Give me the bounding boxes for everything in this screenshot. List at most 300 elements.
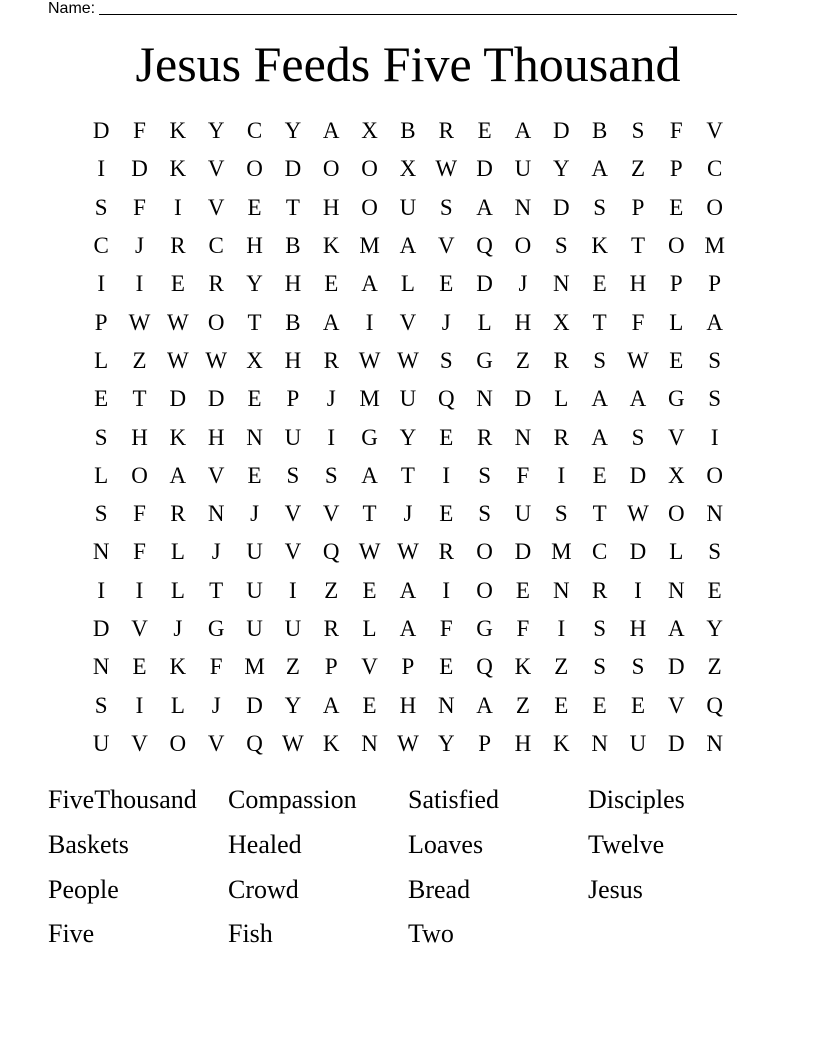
grid-letter: H — [246, 233, 263, 259]
grid-letter: U — [246, 616, 263, 641]
grid-letter: Z — [285, 654, 300, 680]
grid-letter: W — [282, 730, 304, 756]
grid-letter: N — [591, 730, 608, 756]
grid-row — [82, 610, 734, 648]
grid-letter: R — [438, 118, 454, 144]
grid-letter: N — [514, 424, 532, 450]
grid-letter: I — [135, 577, 144, 603]
word-bank-item: Baskets — [48, 830, 129, 860]
grid-letter: U — [629, 730, 647, 756]
word-bank-item: Satisfied — [408, 785, 499, 815]
grid-letter: M — [551, 539, 572, 565]
grid-letter: E — [132, 654, 147, 680]
grid-letter: U — [92, 730, 110, 756]
grid-letter: K — [169, 156, 187, 182]
grid-letter: D — [629, 539, 647, 565]
grid-letter: Y — [552, 156, 570, 182]
grid-letter: O — [361, 156, 378, 182]
grid-row — [82, 342, 734, 380]
grid-letter: W — [358, 347, 381, 373]
grid-letter: W — [397, 347, 419, 373]
grid-letter: P — [286, 386, 300, 412]
grid-letter: F — [209, 654, 223, 680]
grid-letter: I — [289, 577, 297, 603]
grid-letter: T — [630, 233, 646, 259]
grid-letter: I — [135, 271, 144, 297]
grid-letter: F — [516, 616, 530, 641]
grid-letter: E — [707, 577, 722, 603]
grid-letter: V — [207, 730, 225, 756]
grid-letter: E — [439, 424, 454, 450]
grid-row — [82, 648, 734, 686]
grid-letter: W — [397, 730, 419, 756]
grid-letter: H — [399, 692, 417, 718]
grid-letter: K — [169, 118, 187, 144]
grid-letter: D — [476, 271, 493, 297]
grid-letter: N — [207, 501, 225, 527]
grid-letter: F — [631, 309, 645, 335]
grid-letter: Y — [284, 692, 302, 718]
grid-letter: S — [94, 424, 108, 450]
grid-letter: V — [207, 462, 225, 488]
grid-letter: G — [207, 616, 225, 641]
grid-letter: A — [629, 386, 647, 412]
grid-row — [82, 533, 734, 571]
word-bank-item: Healed — [228, 830, 302, 860]
word-bank-item: Fish — [228, 919, 273, 949]
grid-letter: J — [441, 309, 451, 335]
grid-letter: G — [476, 347, 493, 373]
grid-letter: J — [211, 539, 221, 565]
grid-letter: E — [94, 386, 109, 412]
grid-letter: R — [208, 271, 224, 297]
grid-letter: O — [668, 501, 685, 527]
grid-row — [82, 725, 734, 763]
grid-letter: L — [669, 309, 684, 335]
grid-letter: X — [399, 156, 417, 182]
grid-letter: A — [322, 309, 340, 335]
grid-letter: A — [476, 692, 493, 718]
grid-letter: Y — [284, 118, 302, 144]
grid-letter: W — [627, 501, 649, 527]
grid-row — [82, 303, 734, 341]
grid-letter: I — [97, 577, 105, 603]
word-bank-row — [48, 778, 768, 823]
grid-letter: O — [706, 194, 723, 220]
grid-letter: P — [401, 654, 415, 680]
grid-letter: D — [131, 156, 148, 182]
grid-letter: S — [593, 347, 607, 373]
grid-letter: G — [476, 616, 493, 641]
grid-letter: F — [516, 462, 530, 488]
grid-letter: V — [322, 501, 340, 527]
grid-letter: E — [324, 271, 339, 297]
grid-letter: U — [246, 577, 263, 603]
grid-letter: R — [323, 616, 339, 641]
grid-letter: O — [322, 156, 340, 182]
grid-letter: F — [133, 539, 146, 565]
grid-letter: D — [552, 194, 570, 220]
grid-letter: W — [167, 309, 189, 335]
grid-letter: X — [361, 118, 378, 144]
grid-letter: S — [439, 347, 453, 373]
grid-letter: N — [246, 424, 263, 450]
grid-letter: O — [514, 233, 532, 259]
grid-letter: I — [135, 692, 144, 718]
grid-letter: V — [437, 233, 455, 259]
grid-letter: I — [557, 462, 566, 488]
grid-letter: A — [668, 616, 685, 641]
grid-letter: P — [94, 309, 108, 335]
grid-letter: V — [399, 309, 417, 335]
grid-letter: N — [706, 730, 723, 756]
grid-letter: P — [669, 156, 683, 182]
page-title: Jesus Feeds Five Thousand — [135, 36, 681, 92]
grid-letter: L — [170, 577, 185, 603]
grid-letter: P — [669, 271, 683, 297]
grid-letter: E — [362, 692, 377, 718]
grid-letter: K — [169, 424, 187, 450]
grid-letter: V — [668, 692, 685, 718]
grid-letter: O — [361, 194, 378, 220]
grid-letter: R — [476, 424, 493, 450]
grid-letter: E — [554, 692, 569, 718]
grid-letter: N — [476, 386, 493, 412]
grid-letter: N — [92, 654, 110, 680]
grid-letter: H — [284, 347, 302, 373]
grid-letter: N — [437, 692, 455, 718]
grid-letter: N — [706, 501, 723, 527]
grid-letter: G — [361, 424, 378, 450]
grid-letter: W — [435, 156, 458, 182]
grid-letter: H — [131, 424, 148, 450]
grid-letter: N — [361, 730, 378, 756]
word-bank-item: Loaves — [408, 830, 484, 860]
grid-letter: A — [399, 616, 417, 641]
grid-letter: I — [97, 271, 105, 297]
grid-letter: H — [322, 194, 340, 220]
grid-letter: V — [131, 730, 148, 756]
grid-letter: N — [668, 577, 685, 603]
grid-letter: D — [668, 654, 685, 680]
grid-letter: L — [554, 386, 569, 412]
grid-letter: W — [358, 539, 381, 565]
grid-letter: D — [284, 156, 302, 182]
grid-letter: H — [629, 271, 647, 297]
grid-letter: W — [627, 347, 649, 373]
grid-letter: A — [322, 118, 340, 144]
word-bank-item: FiveThousand — [48, 785, 197, 815]
grid-letter: R — [170, 233, 186, 259]
name-label: Name: — [48, 0, 96, 17]
grid-letter: Z — [324, 577, 339, 603]
grid-letter: P — [631, 194, 645, 220]
grid-letter: D — [92, 616, 110, 641]
grid-letter: C — [93, 233, 109, 259]
grid-letter: N — [514, 194, 532, 220]
grid-letter: I — [710, 424, 719, 450]
word-bank-item: Twelve — [588, 830, 665, 860]
grid-letter: V — [668, 424, 685, 450]
grid-letter: E — [630, 692, 646, 718]
grid-letter: K — [591, 233, 608, 259]
grid-letter: S — [94, 501, 108, 527]
grid-letter: O — [668, 233, 685, 259]
word-bank-item: Two — [408, 919, 454, 949]
grid-row — [82, 265, 734, 303]
grid-letter: Y — [399, 424, 417, 450]
grid-letter: V — [131, 616, 148, 641]
grid-letter: O — [476, 539, 493, 565]
grid-letter: S — [593, 654, 607, 680]
grid-letter: O — [476, 577, 493, 603]
grid-letter: A — [361, 462, 378, 488]
grid-letter: D — [514, 539, 532, 565]
grid-letter: D — [552, 118, 570, 144]
grid-letter: U — [246, 539, 263, 565]
grid-letter: W — [397, 539, 419, 565]
grid-letter: Q — [322, 539, 340, 565]
grid-letter: E — [439, 654, 454, 680]
grid-letter: V — [207, 194, 225, 220]
word-bank-item: Compassion — [228, 785, 357, 815]
grid-letter: I — [442, 577, 451, 603]
grid-letter: E — [592, 692, 607, 718]
grid-letter: W — [167, 347, 189, 373]
grid-letter: Y — [706, 616, 723, 641]
grid-letter: Z — [515, 347, 530, 373]
grid-letter: L — [669, 539, 684, 565]
grid-letter: T — [592, 501, 607, 527]
grid-letter: T — [592, 309, 607, 335]
grid-letter: A — [169, 462, 187, 488]
name-blank-line — [99, 0, 737, 15]
grid-letter: U — [514, 501, 532, 527]
grid-letter: K — [514, 654, 532, 680]
grid-letter: A — [706, 309, 723, 335]
grid-letter: A — [399, 577, 417, 603]
grid-row — [82, 227, 734, 265]
grid-letter: J — [173, 616, 183, 641]
grid-letter: J — [518, 271, 528, 297]
grid-letter: P — [708, 271, 722, 297]
grid-letter: E — [247, 194, 262, 220]
grid-letter: S — [593, 616, 607, 641]
grid-letter: M — [704, 233, 725, 259]
grid-letter: I — [557, 616, 566, 641]
grid-letter: L — [170, 692, 185, 718]
grid-row — [82, 457, 734, 495]
grid-letter: C — [208, 233, 224, 259]
grid-letter: Q — [476, 233, 493, 259]
grid-letter: J — [326, 386, 336, 412]
grid-letter: P — [324, 654, 338, 680]
grid-letter: G — [668, 386, 685, 412]
grid-letter: T — [285, 194, 300, 220]
grid-letter: L — [94, 462, 109, 488]
grid-letter: F — [669, 118, 683, 144]
grid-letter: A — [591, 386, 608, 412]
word-bank — [48, 778, 768, 957]
grid-letter: O — [131, 462, 148, 488]
grid-letter: D — [629, 462, 647, 488]
grid-letter: T — [362, 501, 377, 527]
grid-row — [82, 112, 734, 150]
grid-letter: Q — [437, 386, 455, 412]
grid-row — [82, 380, 734, 418]
grid-letter: N — [552, 577, 570, 603]
grid-letter: N — [92, 539, 110, 565]
grid-letter: V — [706, 118, 723, 144]
grid-letter: S — [631, 118, 645, 144]
grid-row — [82, 495, 734, 533]
grid-letter: E — [592, 271, 607, 297]
grid-letter: F — [133, 118, 146, 144]
grid-letter: O — [207, 309, 225, 335]
word-bank-item: Crowd — [228, 874, 299, 904]
grid-letter: U — [399, 386, 417, 412]
grid-letter: O — [246, 156, 263, 182]
grid-letter: T — [132, 386, 147, 412]
grid-row — [82, 572, 734, 610]
grid-letter: D — [514, 386, 532, 412]
grid-letter: Q — [246, 730, 263, 756]
grid-letter: S — [631, 654, 645, 680]
grid-letter: U — [284, 424, 302, 450]
grid-letter: T — [247, 309, 262, 335]
grid-letter: R — [553, 347, 569, 373]
grid-letter: A — [591, 424, 608, 450]
word-bank-item: Five — [48, 919, 95, 949]
grid-row — [82, 150, 734, 188]
grid-row — [82, 189, 734, 227]
grid-letter: R — [553, 424, 569, 450]
grid-letter: V — [207, 156, 225, 182]
grid-letter: U — [399, 194, 417, 220]
grid-letter: J — [135, 233, 144, 259]
letter-grid — [82, 112, 734, 763]
grid-letter: S — [593, 194, 607, 220]
grid-letter: D — [246, 692, 263, 718]
grid-letter: S — [478, 501, 491, 527]
grid-letter: U — [284, 616, 302, 641]
grid-letter: I — [365, 309, 374, 335]
grid-letter: Y — [207, 118, 225, 144]
grid-letter: S — [94, 692, 108, 718]
name-field — [48, 0, 737, 18]
grid-letter: S — [324, 462, 338, 488]
grid-letter: X — [246, 347, 263, 373]
grid-letter: J — [403, 501, 413, 527]
grid-letter: H — [514, 730, 532, 756]
grid-row — [82, 686, 734, 724]
grid-letter: C — [246, 118, 263, 144]
grid-letter: D — [668, 730, 685, 756]
grid-letter: Y — [437, 730, 455, 756]
grid-letter: S — [478, 462, 491, 488]
grid-letter: S — [439, 194, 453, 220]
grid-letter: O — [169, 730, 187, 756]
grid-letter: I — [97, 156, 105, 182]
grid-letter: S — [554, 233, 568, 259]
word-bank-item: Disciples — [588, 785, 685, 815]
grid-letter: S — [708, 347, 722, 373]
grid-letter: S — [286, 462, 300, 488]
grid-letter: E — [247, 462, 262, 488]
grid-letter: I — [174, 194, 182, 220]
grid-letter: Q — [706, 692, 723, 718]
grid-letter: S — [708, 386, 722, 412]
grid-letter: U — [514, 156, 532, 182]
grid-letter: Q — [476, 654, 493, 680]
grid-letter: H — [514, 309, 532, 335]
grid-letter: A — [361, 271, 378, 297]
grid-letter: A — [399, 233, 417, 259]
grid-letter: F — [133, 194, 146, 220]
grid-letter: A — [514, 118, 532, 144]
grid-letter: D — [169, 386, 187, 412]
grid-letter: X — [668, 462, 685, 488]
grid-row — [82, 418, 734, 456]
grid-letter: E — [592, 462, 607, 488]
grid-letter: H — [207, 424, 225, 450]
grid-letter: V — [284, 539, 302, 565]
grid-letter: Z — [515, 692, 530, 718]
grid-letter: E — [669, 194, 684, 220]
word-bank-item: Jesus — [588, 874, 643, 904]
grid-letter: L — [400, 271, 415, 297]
grid-letter: W — [205, 347, 228, 373]
grid-letter: K — [322, 730, 340, 756]
grid-letter: C — [591, 539, 608, 565]
grid-letter: V — [361, 654, 378, 680]
grid-letter: E — [669, 347, 684, 373]
grid-letter: H — [629, 616, 647, 641]
grid-letter: S — [94, 194, 108, 220]
grid-letter: E — [439, 271, 454, 297]
word-bank-item: People — [48, 874, 119, 904]
grid-letter: D — [476, 156, 493, 182]
grid-letter: K — [169, 654, 187, 680]
grid-letter: S — [554, 501, 568, 527]
grid-letter: O — [706, 462, 723, 488]
grid-letter: D — [92, 118, 110, 144]
word-bank-row — [48, 823, 768, 868]
grid-letter: S — [708, 539, 722, 565]
grid-letter: Z — [630, 156, 646, 182]
grid-letter: M — [359, 233, 380, 259]
grid-letter: E — [170, 271, 185, 297]
grid-letter: V — [284, 501, 302, 527]
grid-letter: R — [591, 577, 608, 603]
grid-letter: A — [591, 156, 608, 182]
word-bank-row — [48, 912, 768, 957]
grid-letter: A — [476, 194, 493, 220]
grid-letter: B — [591, 118, 608, 144]
grid-letter: R — [438, 539, 454, 565]
grid-letter: M — [244, 654, 265, 680]
grid-letter: A — [322, 692, 340, 718]
grid-letter: L — [477, 309, 492, 335]
grid-letter: N — [552, 271, 570, 297]
grid-letter: K — [552, 730, 570, 756]
grid-letter: P — [478, 730, 491, 756]
grid-letter: W — [128, 309, 151, 335]
grid-letter: E — [439, 501, 454, 527]
grid-letter: S — [631, 424, 645, 450]
grid-letter: X — [552, 309, 570, 335]
grid-letter: I — [327, 424, 336, 450]
